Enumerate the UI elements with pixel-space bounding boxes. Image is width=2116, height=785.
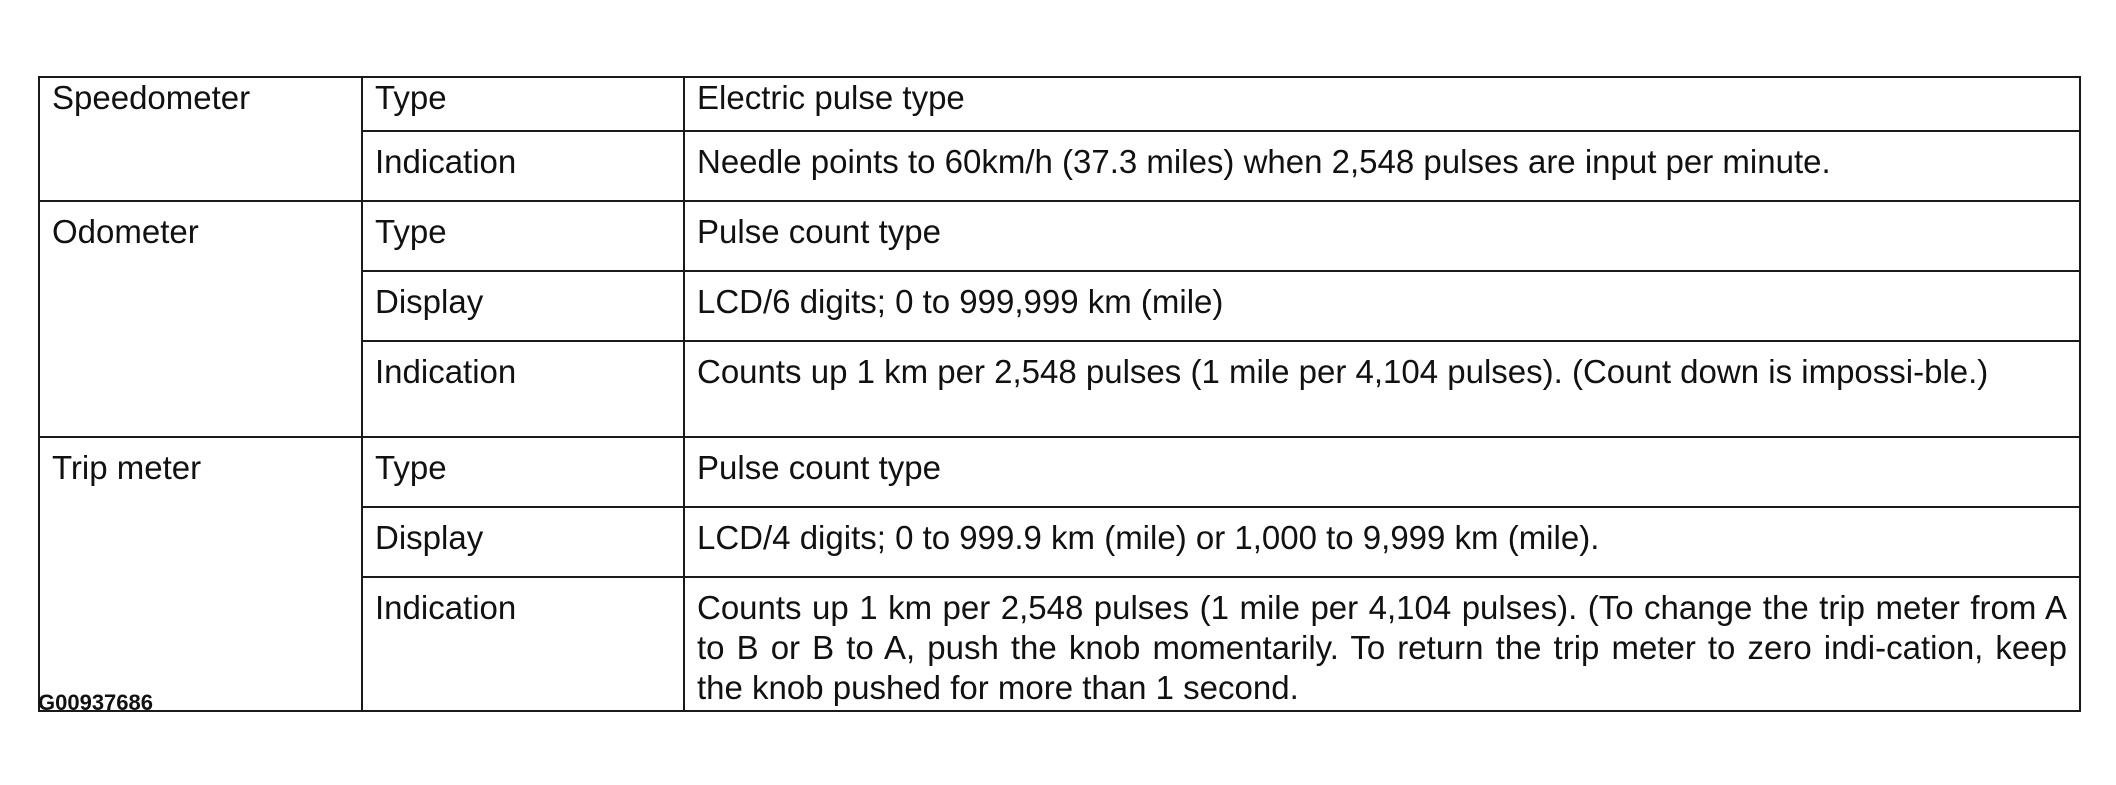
spec-value: LCD/6 digits; 0 to 999,999 km (mile): [697, 283, 1224, 320]
item-cell: [362, 341, 684, 437]
spec-cell: [684, 437, 2080, 507]
item-cell: [362, 131, 684, 201]
item-label: Indication: [375, 589, 517, 626]
spec-table: [38, 76, 2081, 712]
table-row: [39, 437, 2080, 507]
spec-value: Pulse count type: [697, 213, 941, 250]
item-label: Indication: [375, 353, 517, 390]
item-cell: [362, 507, 684, 577]
component-cell-speedometer: [39, 77, 362, 201]
spec-value: Counts up 1 km per 2,548 pulses (1 mile per 4,104 pulses). (Count down is impossi-ble.): [697, 353, 1989, 390]
spec-value: Electric pulse type: [697, 79, 965, 116]
item-label: Display: [375, 283, 484, 320]
spec-cell: [684, 577, 2080, 711]
component-label: Speedometer: [52, 79, 251, 116]
item-cell: [362, 201, 684, 271]
component-cell-odometer: [39, 201, 362, 437]
spec-cell: [684, 507, 2080, 577]
spec-value: Pulse count type: [697, 449, 941, 486]
spec-value: Counts up 1 km per 2,548 pulses (1 mile per 4,104 pulses). (To change the trip meter from A to B or B to A, push the knob momentarily. To return the trip meter to zero indi-cation, keep the knob pushed for more than 1 second.: [697, 589, 2067, 706]
table-row: [39, 201, 2080, 271]
spec-cell: [684, 131, 2080, 201]
item-cell: [362, 577, 684, 711]
component-label: Odometer: [52, 213, 199, 250]
item-label: Type: [375, 213, 447, 250]
spec-value: LCD/4 digits; 0 to 999.9 km (mile) or 1,000 to 9,999 km (mile).: [697, 519, 1600, 556]
table-row: [39, 77, 2080, 131]
spec-cell: [684, 77, 2080, 131]
figure-id: G00937686: [38, 690, 153, 715]
item-cell: [362, 77, 684, 131]
component-cell-trip-meter: [39, 437, 362, 711]
item-label: Type: [375, 449, 447, 486]
item-label: Display: [375, 519, 484, 556]
spec-cell: [684, 341, 2080, 437]
spec-value: Needle points to 60km/h (37.3 miles) when 2,548 pulses are input per minute.: [697, 143, 1831, 180]
component-label: Trip meter: [52, 449, 202, 486]
spec-cell: [684, 201, 2080, 271]
spec-cell: [684, 271, 2080, 341]
item-cell: [362, 437, 684, 507]
item-cell: [362, 271, 684, 341]
item-label: Type: [375, 79, 447, 116]
item-label: Indication: [375, 143, 517, 180]
